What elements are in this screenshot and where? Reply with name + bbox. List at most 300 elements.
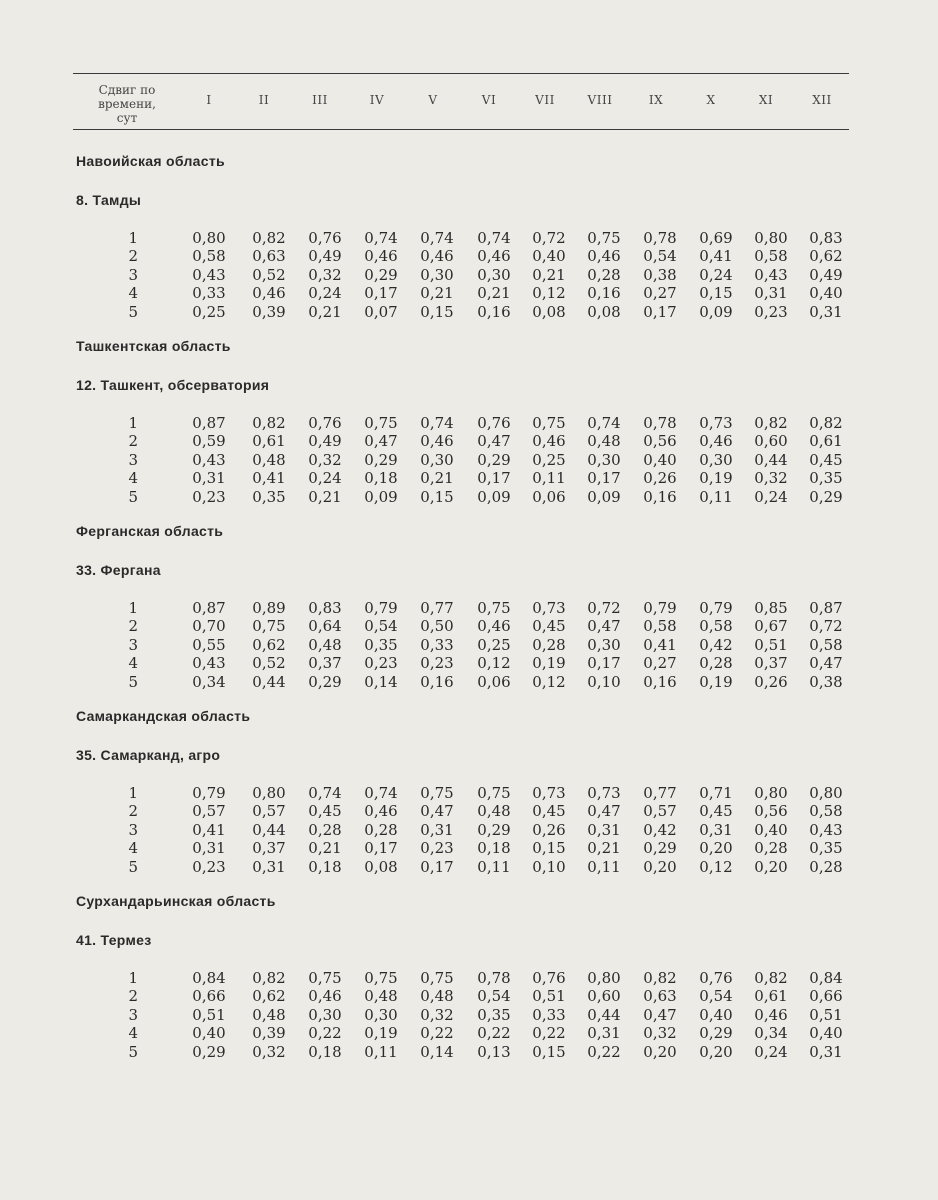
table-cell: 0,17 bbox=[477, 469, 511, 488]
table-cell: 0,32 bbox=[308, 450, 342, 469]
table-cell: 0,72 bbox=[532, 229, 566, 247]
table-cell: 0,29 bbox=[308, 672, 342, 691]
table-cell: 0,12 bbox=[699, 857, 733, 876]
table-cell: 0,44 bbox=[754, 450, 788, 469]
table-cell: 0,60 bbox=[587, 987, 621, 1006]
lag-value: 1 bbox=[128, 784, 138, 802]
table-row bbox=[0, 858, 938, 876]
table-cell: 0,48 bbox=[252, 1005, 286, 1024]
table-cell: 0,56 bbox=[643, 432, 677, 451]
table-cell: 0,80 bbox=[587, 969, 621, 987]
table-cell: 0,62 bbox=[252, 987, 286, 1006]
month-header-v: V bbox=[428, 93, 438, 107]
table-cell: 0,20 bbox=[754, 857, 788, 876]
table-row bbox=[0, 673, 938, 691]
table-cell: 0,75 bbox=[364, 414, 398, 432]
table-cell: 0,47 bbox=[587, 802, 621, 821]
table-cell: 0,08 bbox=[364, 857, 398, 876]
table-cell: 0,82 bbox=[252, 969, 286, 987]
table-cell: 0,78 bbox=[477, 969, 511, 987]
table-cell: 0,06 bbox=[532, 487, 566, 506]
table-cell: 0,47 bbox=[643, 1005, 677, 1024]
table-cell: 0,40 bbox=[532, 247, 566, 266]
table-cell: 0,31 bbox=[192, 469, 226, 488]
table-cell: 0,22 bbox=[308, 1024, 342, 1043]
region-heading: Ташкентская область bbox=[76, 338, 231, 354]
table-cell: 0,58 bbox=[754, 247, 788, 266]
table-cell: 0,46 bbox=[699, 432, 733, 451]
table-cell: 0,23 bbox=[364, 654, 398, 673]
table-cell: 0,42 bbox=[643, 820, 677, 839]
table-cell: 0,80 bbox=[809, 784, 843, 802]
table-cell: 0,46 bbox=[308, 987, 342, 1006]
table-cell: 0,74 bbox=[587, 414, 621, 432]
table-row bbox=[0, 1024, 938, 1042]
table-cell: 0,82 bbox=[643, 969, 677, 987]
table-cell: 0,12 bbox=[532, 284, 566, 303]
table-cell: 0,41 bbox=[699, 247, 733, 266]
table-cell: 0,77 bbox=[420, 599, 454, 617]
table-cell: 0,49 bbox=[308, 432, 342, 451]
table-cell: 0,17 bbox=[420, 857, 454, 876]
month-header-vi: VI bbox=[481, 93, 497, 107]
table-cell: 0,16 bbox=[477, 302, 511, 321]
table-cell: 0,79 bbox=[699, 599, 733, 617]
lag-value: 5 bbox=[128, 672, 138, 691]
table-cell: 0,76 bbox=[532, 969, 566, 987]
table-cell: 0,35 bbox=[252, 487, 286, 506]
table-cell: 0,11 bbox=[477, 857, 511, 876]
table-cell: 0,43 bbox=[192, 654, 226, 673]
table-cell: 0,46 bbox=[364, 802, 398, 821]
table-cell: 0,44 bbox=[587, 1005, 621, 1024]
table-cell: 0,22 bbox=[477, 1024, 511, 1043]
table-cell: 0,46 bbox=[364, 247, 398, 266]
lag-value: 1 bbox=[128, 414, 138, 432]
table-cell: 0,57 bbox=[252, 802, 286, 821]
month-header-ii: II bbox=[258, 93, 270, 107]
table-cell: 0,76 bbox=[699, 969, 733, 987]
table-cell: 0,12 bbox=[532, 672, 566, 691]
table-cell: 0,33 bbox=[532, 1005, 566, 1024]
table-cell: 0,29 bbox=[699, 1024, 733, 1043]
table-cell: 0,16 bbox=[643, 487, 677, 506]
lag-value: 5 bbox=[128, 302, 138, 321]
table-cell: 0,74 bbox=[420, 414, 454, 432]
table-cell: 0,35 bbox=[809, 469, 843, 488]
table-row bbox=[0, 599, 938, 617]
table-cell: 0,34 bbox=[754, 1024, 788, 1043]
table-row bbox=[0, 802, 938, 820]
table-cell: 0,30 bbox=[308, 1005, 342, 1024]
table-cell: 0,38 bbox=[809, 672, 843, 691]
table-cell: 0,58 bbox=[643, 617, 677, 636]
table-cell: 0,87 bbox=[809, 599, 843, 617]
table-cell: 0,87 bbox=[192, 414, 226, 432]
station-heading: 41. Термез bbox=[76, 932, 152, 948]
table-cell: 0,47 bbox=[477, 432, 511, 451]
table-cell: 0,09 bbox=[699, 302, 733, 321]
table-cell: 0,61 bbox=[252, 432, 286, 451]
table-cell: 0,46 bbox=[477, 247, 511, 266]
table-cell: 0,20 bbox=[643, 857, 677, 876]
table-cell: 0,17 bbox=[587, 654, 621, 673]
table-cell: 0,76 bbox=[477, 414, 511, 432]
lag-value: 1 bbox=[128, 229, 138, 247]
table-cell: 0,41 bbox=[252, 469, 286, 488]
lag-value: 3 bbox=[128, 450, 138, 469]
table-cell: 0,29 bbox=[364, 450, 398, 469]
table-cell: 0,49 bbox=[308, 247, 342, 266]
table-cell: 0,80 bbox=[754, 784, 788, 802]
table-row bbox=[0, 284, 938, 302]
table-cell: 0,21 bbox=[532, 265, 566, 284]
table-cell: 0,13 bbox=[477, 1042, 511, 1061]
table-cell: 0,31 bbox=[699, 820, 733, 839]
table-cell: 0,45 bbox=[699, 802, 733, 821]
table-cell: 0,80 bbox=[754, 229, 788, 247]
table-cell: 0,26 bbox=[643, 469, 677, 488]
table-cell: 0,54 bbox=[643, 247, 677, 266]
table-cell: 0,47 bbox=[587, 617, 621, 636]
table-cell: 0,32 bbox=[308, 265, 342, 284]
table-cell: 0,47 bbox=[364, 432, 398, 451]
table-row bbox=[0, 839, 938, 857]
table-cell: 0,83 bbox=[809, 229, 843, 247]
table-cell: 0,77 bbox=[643, 784, 677, 802]
table-cell: 0,71 bbox=[699, 784, 733, 802]
table-cell: 0,22 bbox=[420, 1024, 454, 1043]
table-row bbox=[0, 414, 938, 432]
lag-value: 3 bbox=[128, 265, 138, 284]
table-cell: 0,24 bbox=[308, 284, 342, 303]
table-cell: 0,75 bbox=[420, 969, 454, 987]
table-cell: 0,24 bbox=[308, 469, 342, 488]
table-cell: 0,48 bbox=[308, 635, 342, 654]
table-cell: 0,75 bbox=[477, 599, 511, 617]
table-cell: 0,21 bbox=[477, 284, 511, 303]
shift-label-line: Сдвиг по bbox=[98, 83, 156, 97]
table-cell: 0,62 bbox=[809, 247, 843, 266]
table-cell: 0,66 bbox=[809, 987, 843, 1006]
table-cell: 0,17 bbox=[364, 284, 398, 303]
table-row bbox=[0, 636, 938, 654]
lag-value: 2 bbox=[128, 987, 138, 1006]
table-cell: 0,28 bbox=[754, 839, 788, 858]
table-cell: 0,58 bbox=[809, 802, 843, 821]
table-cell: 0,20 bbox=[699, 1042, 733, 1061]
table-cell: 0,72 bbox=[587, 599, 621, 617]
table-cell: 0,31 bbox=[754, 284, 788, 303]
table-cell: 0,52 bbox=[252, 654, 286, 673]
table-cell: 0,82 bbox=[754, 969, 788, 987]
table-cell: 0,28 bbox=[809, 857, 843, 876]
table-cell: 0,23 bbox=[754, 302, 788, 321]
table-cell: 0,28 bbox=[587, 265, 621, 284]
table-cell: 0,32 bbox=[643, 1024, 677, 1043]
table-cell: 0,33 bbox=[420, 635, 454, 654]
table-cell: 0,64 bbox=[308, 617, 342, 636]
table-cell: 0,29 bbox=[192, 1042, 226, 1061]
table-row bbox=[0, 451, 938, 469]
table-row bbox=[0, 654, 938, 672]
table-cell: 0,43 bbox=[192, 265, 226, 284]
station-heading: 33. Фергана bbox=[76, 562, 161, 578]
table-row bbox=[0, 229, 938, 247]
table-cell: 0,70 bbox=[192, 617, 226, 636]
table-cell: 0,45 bbox=[532, 617, 566, 636]
table-cell: 0,55 bbox=[192, 635, 226, 654]
table-cell: 0,30 bbox=[420, 265, 454, 284]
table-cell: 0,31 bbox=[252, 857, 286, 876]
table-cell: 0,45 bbox=[532, 802, 566, 821]
table-cell: 0,76 bbox=[308, 229, 342, 247]
table-cell: 0,15 bbox=[532, 839, 566, 858]
region-heading: Навоийская область bbox=[76, 153, 225, 169]
table-cell: 0,73 bbox=[532, 599, 566, 617]
table-cell: 0,19 bbox=[699, 469, 733, 488]
table-cell: 0,47 bbox=[420, 802, 454, 821]
table-cell: 0,58 bbox=[809, 635, 843, 654]
table-cell: 0,43 bbox=[809, 820, 843, 839]
table-cell: 0,80 bbox=[192, 229, 226, 247]
table-cell: 0,21 bbox=[308, 302, 342, 321]
table-cell: 0,54 bbox=[699, 987, 733, 1006]
month-header-viii: VIII bbox=[587, 93, 613, 107]
table-cell: 0,45 bbox=[809, 450, 843, 469]
table-cell: 0,17 bbox=[364, 839, 398, 858]
table-cell: 0,09 bbox=[477, 487, 511, 506]
table-cell: 0,40 bbox=[699, 1005, 733, 1024]
table-cell: 0,46 bbox=[532, 432, 566, 451]
table-cell: 0,40 bbox=[754, 820, 788, 839]
month-header-i: I bbox=[206, 93, 212, 107]
table-cell: 0,29 bbox=[477, 820, 511, 839]
table-cell: 0,57 bbox=[643, 802, 677, 821]
table-cell: 0,46 bbox=[252, 284, 286, 303]
shift-label-line: времени, bbox=[98, 97, 156, 111]
table-cell: 0,15 bbox=[420, 487, 454, 506]
region-heading: Сурхандарьинская область bbox=[76, 893, 276, 909]
table-cell: 0,34 bbox=[192, 672, 226, 691]
table-cell: 0,25 bbox=[532, 450, 566, 469]
table-cell: 0,60 bbox=[754, 432, 788, 451]
table-cell: 0,58 bbox=[192, 247, 226, 266]
table-cell: 0,59 bbox=[192, 432, 226, 451]
table-cell: 0,26 bbox=[532, 820, 566, 839]
table-cell: 0,10 bbox=[532, 857, 566, 876]
lag-value: 4 bbox=[128, 839, 138, 858]
table-cell: 0,11 bbox=[587, 857, 621, 876]
table-cell: 0,41 bbox=[643, 635, 677, 654]
table-cell: 0,54 bbox=[477, 987, 511, 1006]
table-cell: 0,32 bbox=[420, 1005, 454, 1024]
table-cell: 0,78 bbox=[643, 229, 677, 247]
table-cell: 0,21 bbox=[587, 839, 621, 858]
table-cell: 0,48 bbox=[252, 450, 286, 469]
table-cell: 0,75 bbox=[308, 969, 342, 987]
table-cell: 0,11 bbox=[699, 487, 733, 506]
table-row bbox=[0, 987, 938, 1005]
table-cell: 0,30 bbox=[477, 265, 511, 284]
table-cell: 0,75 bbox=[587, 229, 621, 247]
month-header-iv: IV bbox=[369, 93, 385, 107]
table-cell: 0,21 bbox=[308, 839, 342, 858]
table-cell: 0,21 bbox=[308, 487, 342, 506]
lag-value: 4 bbox=[128, 284, 138, 303]
table-cell: 0,09 bbox=[587, 487, 621, 506]
table-cell: 0,18 bbox=[308, 1042, 342, 1061]
table-cell: 0,31 bbox=[587, 1024, 621, 1043]
table-cell: 0,46 bbox=[420, 247, 454, 266]
table-cell: 0,67 bbox=[754, 617, 788, 636]
table-cell: 0,73 bbox=[587, 784, 621, 802]
lag-value: 2 bbox=[128, 247, 138, 266]
table-cell: 0,72 bbox=[809, 617, 843, 636]
station-heading: 35. Самарканд, агро bbox=[76, 747, 221, 763]
month-header-xi: XI bbox=[758, 93, 774, 107]
station-heading: 12. Ташкент, обсерватория bbox=[76, 377, 270, 393]
month-header-xii: XII bbox=[812, 93, 832, 107]
table-cell: 0,28 bbox=[364, 820, 398, 839]
table-cell: 0,16 bbox=[643, 672, 677, 691]
table-cell: 0,09 bbox=[364, 487, 398, 506]
table-cell: 0,14 bbox=[420, 1042, 454, 1061]
table-cell: 0,43 bbox=[754, 265, 788, 284]
station-heading: 8. Тамды bbox=[76, 192, 142, 208]
table-cell: 0,28 bbox=[308, 820, 342, 839]
table-cell: 0,28 bbox=[532, 635, 566, 654]
table-cell: 0,45 bbox=[308, 802, 342, 821]
table-cell: 0,31 bbox=[587, 820, 621, 839]
table-row bbox=[0, 969, 938, 987]
table-cell: 0,24 bbox=[699, 265, 733, 284]
table-cell: 0,25 bbox=[192, 302, 226, 321]
table-cell: 0,20 bbox=[643, 1042, 677, 1061]
table-cell: 0,31 bbox=[809, 1042, 843, 1061]
table-cell: 0,76 bbox=[308, 414, 342, 432]
table-cell: 0,40 bbox=[809, 1024, 843, 1043]
table-cell: 0,79 bbox=[192, 784, 226, 802]
table-cell: 0,51 bbox=[754, 635, 788, 654]
table-cell: 0,82 bbox=[754, 414, 788, 432]
lag-value: 4 bbox=[128, 469, 138, 488]
table-cell: 0,20 bbox=[699, 839, 733, 858]
table-cell: 0,29 bbox=[809, 487, 843, 506]
table-cell: 0,47 bbox=[809, 654, 843, 673]
table-cell: 0,11 bbox=[532, 469, 566, 488]
table-cell: 0,44 bbox=[252, 820, 286, 839]
month-header-ix: IX bbox=[648, 93, 664, 107]
table-cell: 0,15 bbox=[532, 1042, 566, 1061]
table-cell: 0,08 bbox=[532, 302, 566, 321]
region-heading: Самаркандская область bbox=[76, 708, 251, 724]
lag-value: 2 bbox=[128, 802, 138, 821]
table-cell: 0,30 bbox=[364, 1005, 398, 1024]
table-row bbox=[0, 432, 938, 450]
table-cell: 0,30 bbox=[587, 450, 621, 469]
table-cell: 0,23 bbox=[420, 839, 454, 858]
table-cell: 0,24 bbox=[754, 1042, 788, 1061]
table-cell: 0,27 bbox=[643, 654, 677, 673]
table-cell: 0,32 bbox=[754, 469, 788, 488]
table-cell: 0,61 bbox=[754, 987, 788, 1006]
table-cell: 0,46 bbox=[754, 1005, 788, 1024]
table-cell: 0,75 bbox=[252, 617, 286, 636]
table-cell: 0,80 bbox=[252, 784, 286, 802]
table-cell: 0,19 bbox=[364, 1024, 398, 1043]
table-header bbox=[0, 73, 938, 129]
table-cell: 0,16 bbox=[420, 672, 454, 691]
table-cell: 0,49 bbox=[809, 265, 843, 284]
table-cell: 0,16 bbox=[587, 284, 621, 303]
table-cell: 0,10 bbox=[587, 672, 621, 691]
table-cell: 0,18 bbox=[364, 469, 398, 488]
table-cell: 0,31 bbox=[192, 839, 226, 858]
table-row bbox=[0, 784, 938, 802]
table-row bbox=[0, 488, 938, 506]
table-cell: 0,31 bbox=[809, 302, 843, 321]
lag-value: 4 bbox=[128, 1024, 138, 1043]
table-cell: 0,12 bbox=[477, 654, 511, 673]
month-header-vii: VII bbox=[535, 93, 555, 107]
table-cell: 0,21 bbox=[420, 284, 454, 303]
table-cell: 0,46 bbox=[420, 432, 454, 451]
table-cell: 0,43 bbox=[192, 450, 226, 469]
table-cell: 0,23 bbox=[192, 857, 226, 876]
table-header-rule bbox=[73, 129, 849, 130]
table-cell: 0,84 bbox=[192, 969, 226, 987]
shift-label-line: сут bbox=[116, 111, 138, 125]
table-cell: 0,31 bbox=[420, 820, 454, 839]
table-cell: 0,50 bbox=[420, 617, 454, 636]
table-row bbox=[0, 617, 938, 635]
table-cell: 0,46 bbox=[587, 247, 621, 266]
lag-value: 2 bbox=[128, 617, 138, 636]
table-cell: 0,75 bbox=[532, 414, 566, 432]
table-cell: 0,79 bbox=[643, 599, 677, 617]
table-cell: 0,42 bbox=[699, 635, 733, 654]
table-cell: 0,52 bbox=[252, 265, 286, 284]
lag-value: 2 bbox=[128, 432, 138, 451]
lag-value: 5 bbox=[128, 1042, 138, 1061]
table-cell: 0,40 bbox=[643, 450, 677, 469]
region-heading: Ферганская область bbox=[76, 523, 224, 539]
table-cell: 0,84 bbox=[809, 969, 843, 987]
table-cell: 0,30 bbox=[699, 450, 733, 469]
table-cell: 0,74 bbox=[477, 229, 511, 247]
table-cell: 0,74 bbox=[364, 784, 398, 802]
table-cell: 0,74 bbox=[420, 229, 454, 247]
table-cell: 0,54 bbox=[364, 617, 398, 636]
table-cell: 0,87 bbox=[192, 599, 226, 617]
table-row bbox=[0, 1043, 938, 1061]
lag-value: 3 bbox=[128, 1005, 138, 1024]
table-cell: 0,83 bbox=[308, 599, 342, 617]
table-cell: 0,48 bbox=[420, 987, 454, 1006]
table-cell: 0,15 bbox=[699, 284, 733, 303]
table-cell: 0,56 bbox=[754, 802, 788, 821]
table-cell: 0,48 bbox=[364, 987, 398, 1006]
table-row bbox=[0, 247, 938, 265]
lag-value: 1 bbox=[128, 599, 138, 617]
table-cell: 0,15 bbox=[420, 302, 454, 321]
table-cell: 0,78 bbox=[643, 414, 677, 432]
table-cell: 0,07 bbox=[364, 302, 398, 321]
lag-value: 1 bbox=[128, 969, 138, 987]
table-cell: 0,40 bbox=[192, 1024, 226, 1043]
lag-value: 3 bbox=[128, 635, 138, 654]
